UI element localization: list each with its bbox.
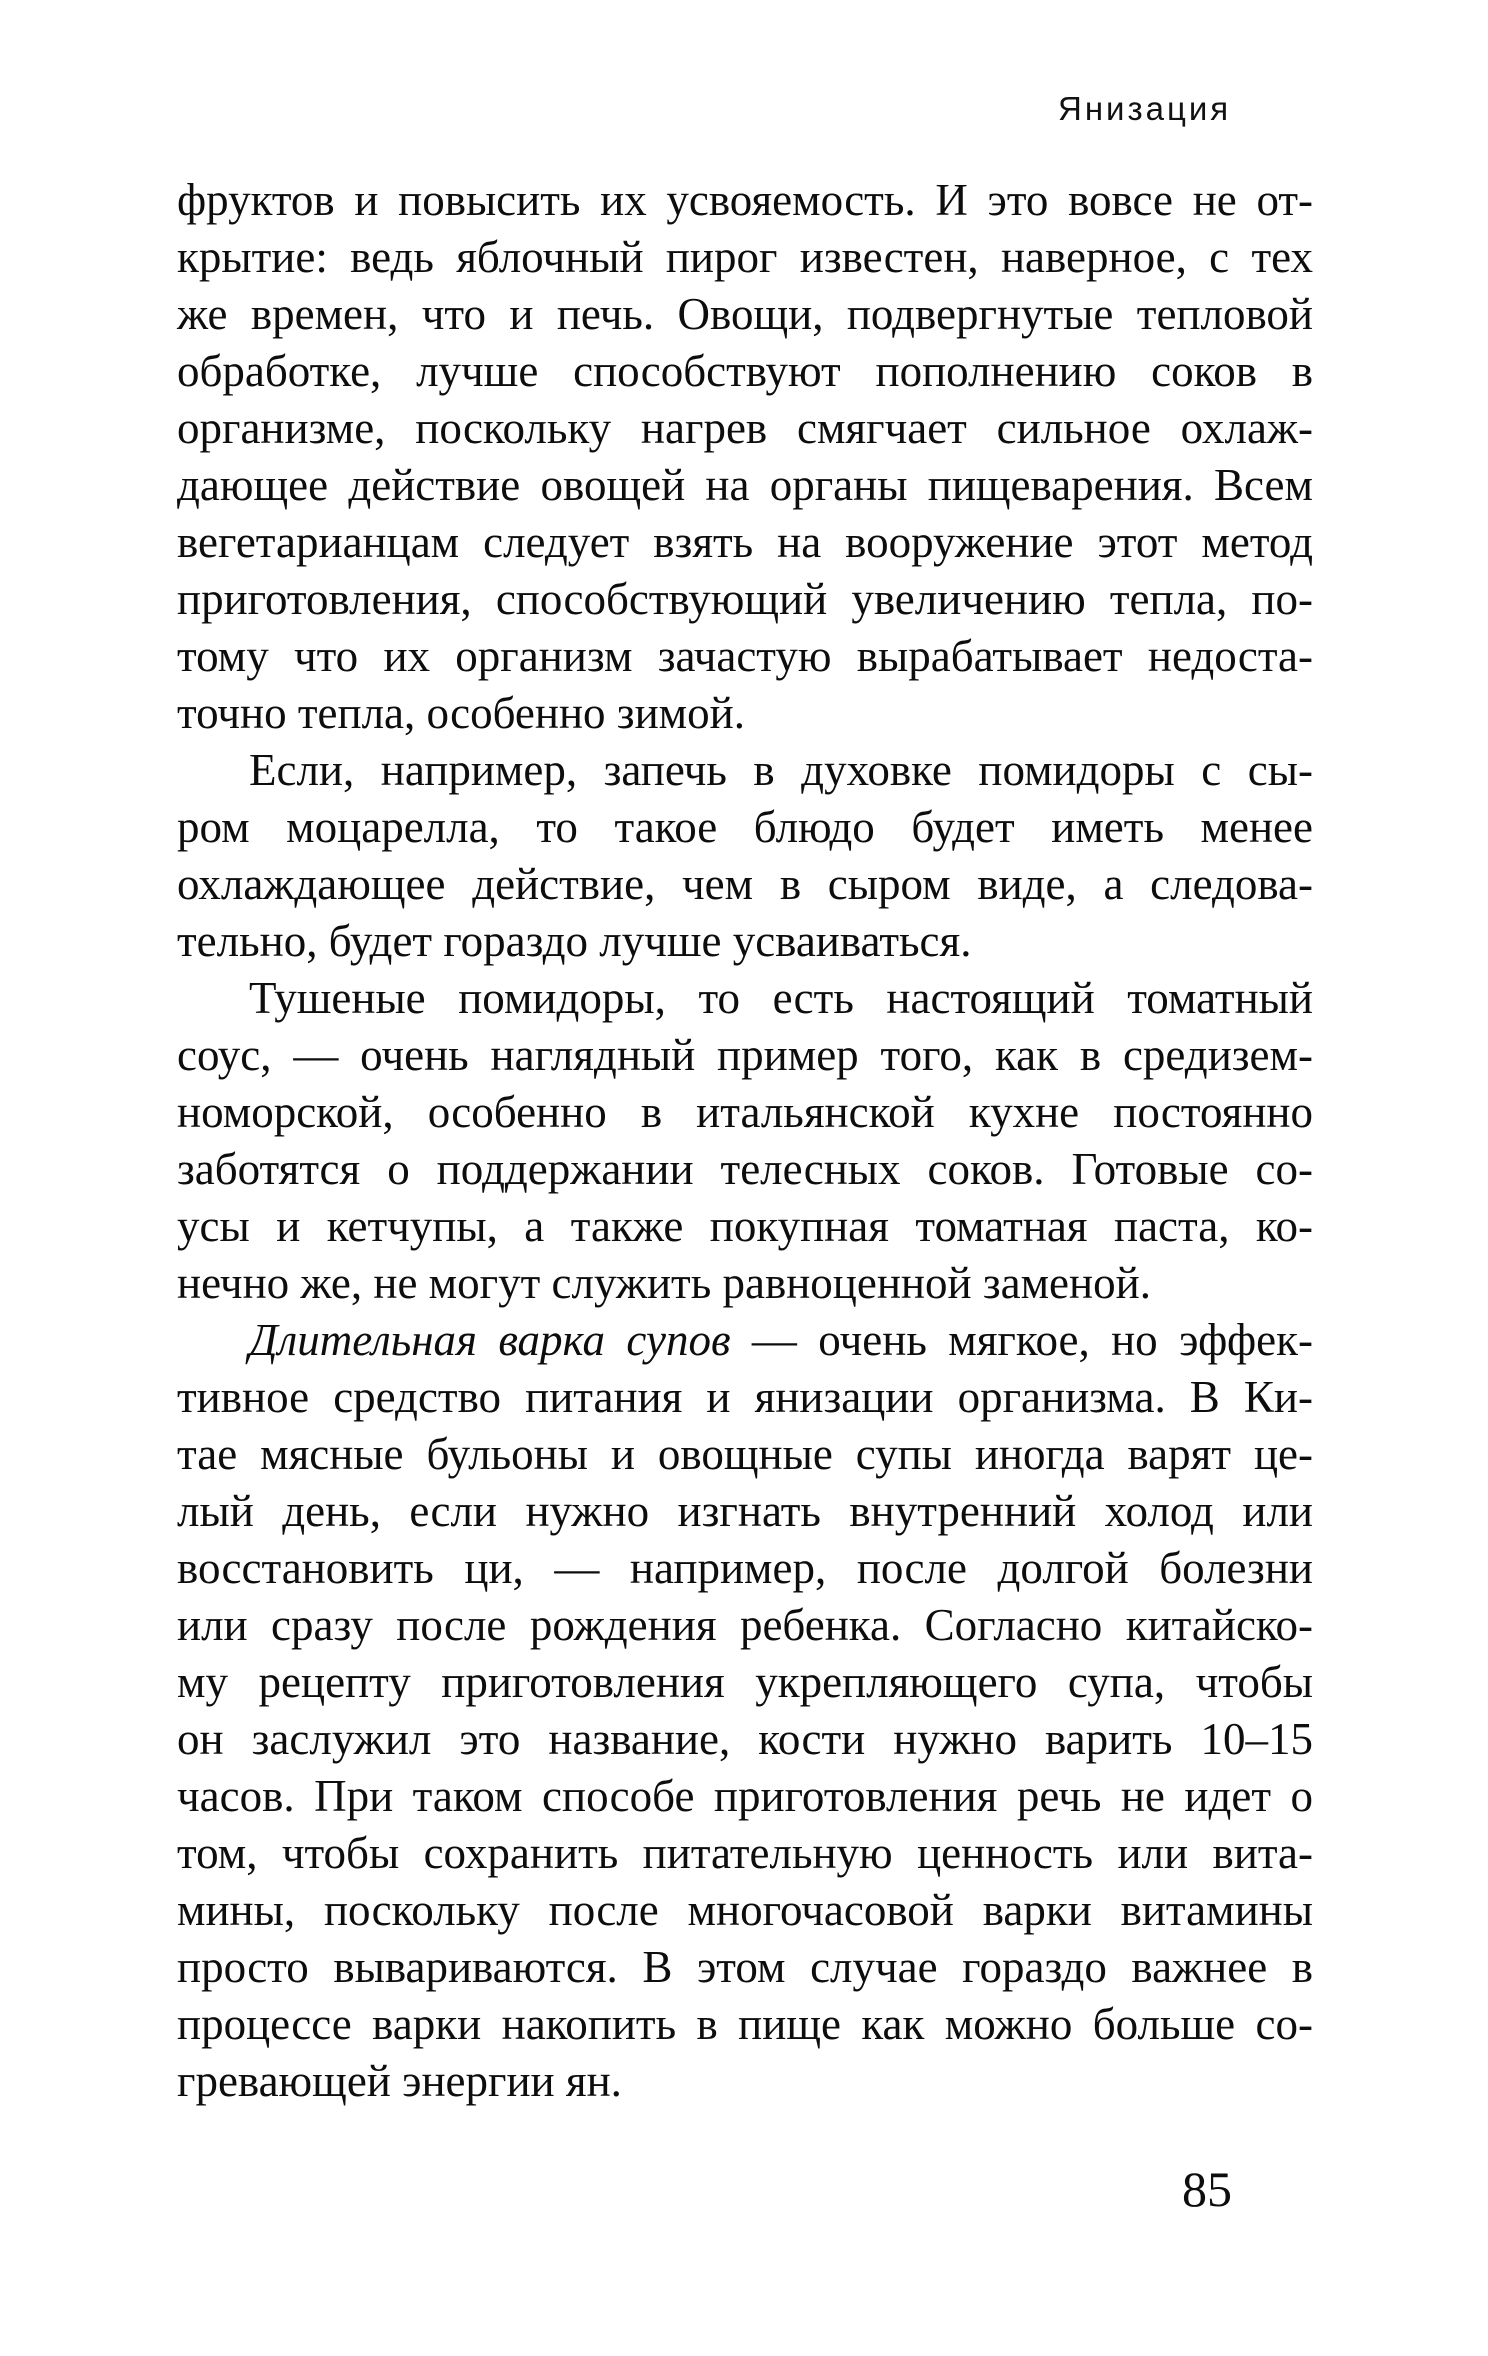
text-line [177,1483,1313,1540]
text-segment: организме, поскольку нагрев смягчает сильное охлаж- [177,403,1313,453]
text-segment: охлаждающее действие, чем в сыром виде, а следова- [177,859,1313,909]
text-segment: приготовления, способствующий увеличению тепла, по- [177,574,1313,624]
text-segment: Тушеные помидоры, то есть настоящий томатный [249,973,1313,1023]
text-line [177,1540,1313,1597]
text-line [177,457,1313,514]
text-segment: лый день, если нужно изгнать внутренний холод или [177,1486,1313,1536]
text-line [177,172,1313,229]
text-segment: крытие: ведь яблочный пирог известен, наверное, с тех [177,232,1313,282]
text-segment: же времен, что и печь. Овощи, подвергнутые тепловой [177,289,1313,339]
text-segment: мины, поскольку после многочасовой варки витамины [177,1885,1313,1935]
text-line [177,970,1313,1027]
text-segment: тивное средство питания и янизации организма. В Ки- [177,1372,1313,1422]
text-line [177,514,1313,571]
text-line [177,571,1313,628]
text-segment: он заслужил это название, кости нужно варить 10–15 [177,1714,1313,1764]
text-line [177,1825,1313,1882]
text-line [177,1939,1313,1996]
text-line [177,1141,1313,1198]
text-line [177,1711,1313,1768]
text-segment: процессе варки накопить в пище как можно больше со- [177,1999,1313,2049]
text-segment: вегетарианцам следует взять на вооружение этот метод [177,517,1313,567]
text-line [177,343,1313,400]
text-segment: тельно, будет гораздо лучше усваиваться. [177,916,972,966]
text-segment: обработке, лучше способствуют пополнению соков в [177,346,1313,396]
text-line [177,1996,1313,2053]
text-line [177,799,1313,856]
text-segment: фруктов и повысить их усвояемость. И это вовсе не от- [177,175,1313,225]
text-block [177,172,1313,2110]
text-segment: гревающей энергии ян. [177,2056,622,2106]
text-line [177,1654,1313,1711]
text-segment: соус, — очень наглядный пример того, как в средизем- [177,1030,1313,1080]
text-segment: дающее действие овощей на органы пищеварения. Всем [177,460,1313,510]
text-line [177,628,1313,685]
text-line [177,1084,1313,1141]
text-line [177,286,1313,343]
text-line [177,1312,1313,1369]
italic-text-segment: Длительная варка супов [249,1315,731,1365]
text-line [177,1882,1313,1939]
text-segment: заботятся о поддержании телесных соков. Готовые со- [177,1144,1313,1194]
text-segment: просто вывариваются. В этом случае гораздо важнее в [177,1942,1313,1992]
text-line [177,1198,1313,1255]
text-segment: восстановить ци, — например, после долгой болезни [177,1543,1313,1593]
text-segment: нечно же, не могут служить равноценной заменой. [177,1258,1151,1308]
text-segment: номорской, особенно в итальянской кухне постоянно [177,1087,1313,1137]
text-line [177,1426,1313,1483]
text-segment: том, чтобы сохранить питательную ценность или вита- [177,1828,1313,1878]
text-segment: Если, например, запечь в духовке помидоры с сы- [249,745,1313,795]
text-segment: тае мясные бульоны и овощные супы иногда варят це- [177,1429,1313,1479]
text-segment: му рецепту приготовления укрепляющего супа, чтобы [177,1657,1313,1707]
text-segment: точно тепла, особенно зимой. [177,688,745,738]
text-line [177,742,1313,799]
text-line [177,400,1313,457]
text-line [177,856,1313,913]
text-line [177,229,1313,286]
text-line [177,1597,1313,1654]
text-line [177,1768,1313,1825]
text-line [177,1027,1313,1084]
text-segment: ром моцарелла, то такое блюдо будет иметь менее [177,802,1313,852]
running-head: Янизация [1058,90,1232,127]
text-line [177,2053,1313,2110]
text-line [177,1369,1313,1426]
page-number: 85 [1182,2161,1232,2217]
text-line [177,685,1313,742]
text-segment: тому что их организм зачастую вырабатывает недоста- [177,631,1313,681]
text-segment: или сразу после рождения ребенка. Согласно китайско- [177,1600,1313,1650]
text-segment: усы и кетчупы, а также покупная томатная паста, ко- [177,1201,1313,1251]
text-line [177,1255,1313,1312]
text-line [177,913,1313,970]
text-segment: — очень мягкое, но эффек- [730,1315,1313,1365]
text-segment: часов. При таком способе приготовления речь не идет о [177,1771,1313,1821]
